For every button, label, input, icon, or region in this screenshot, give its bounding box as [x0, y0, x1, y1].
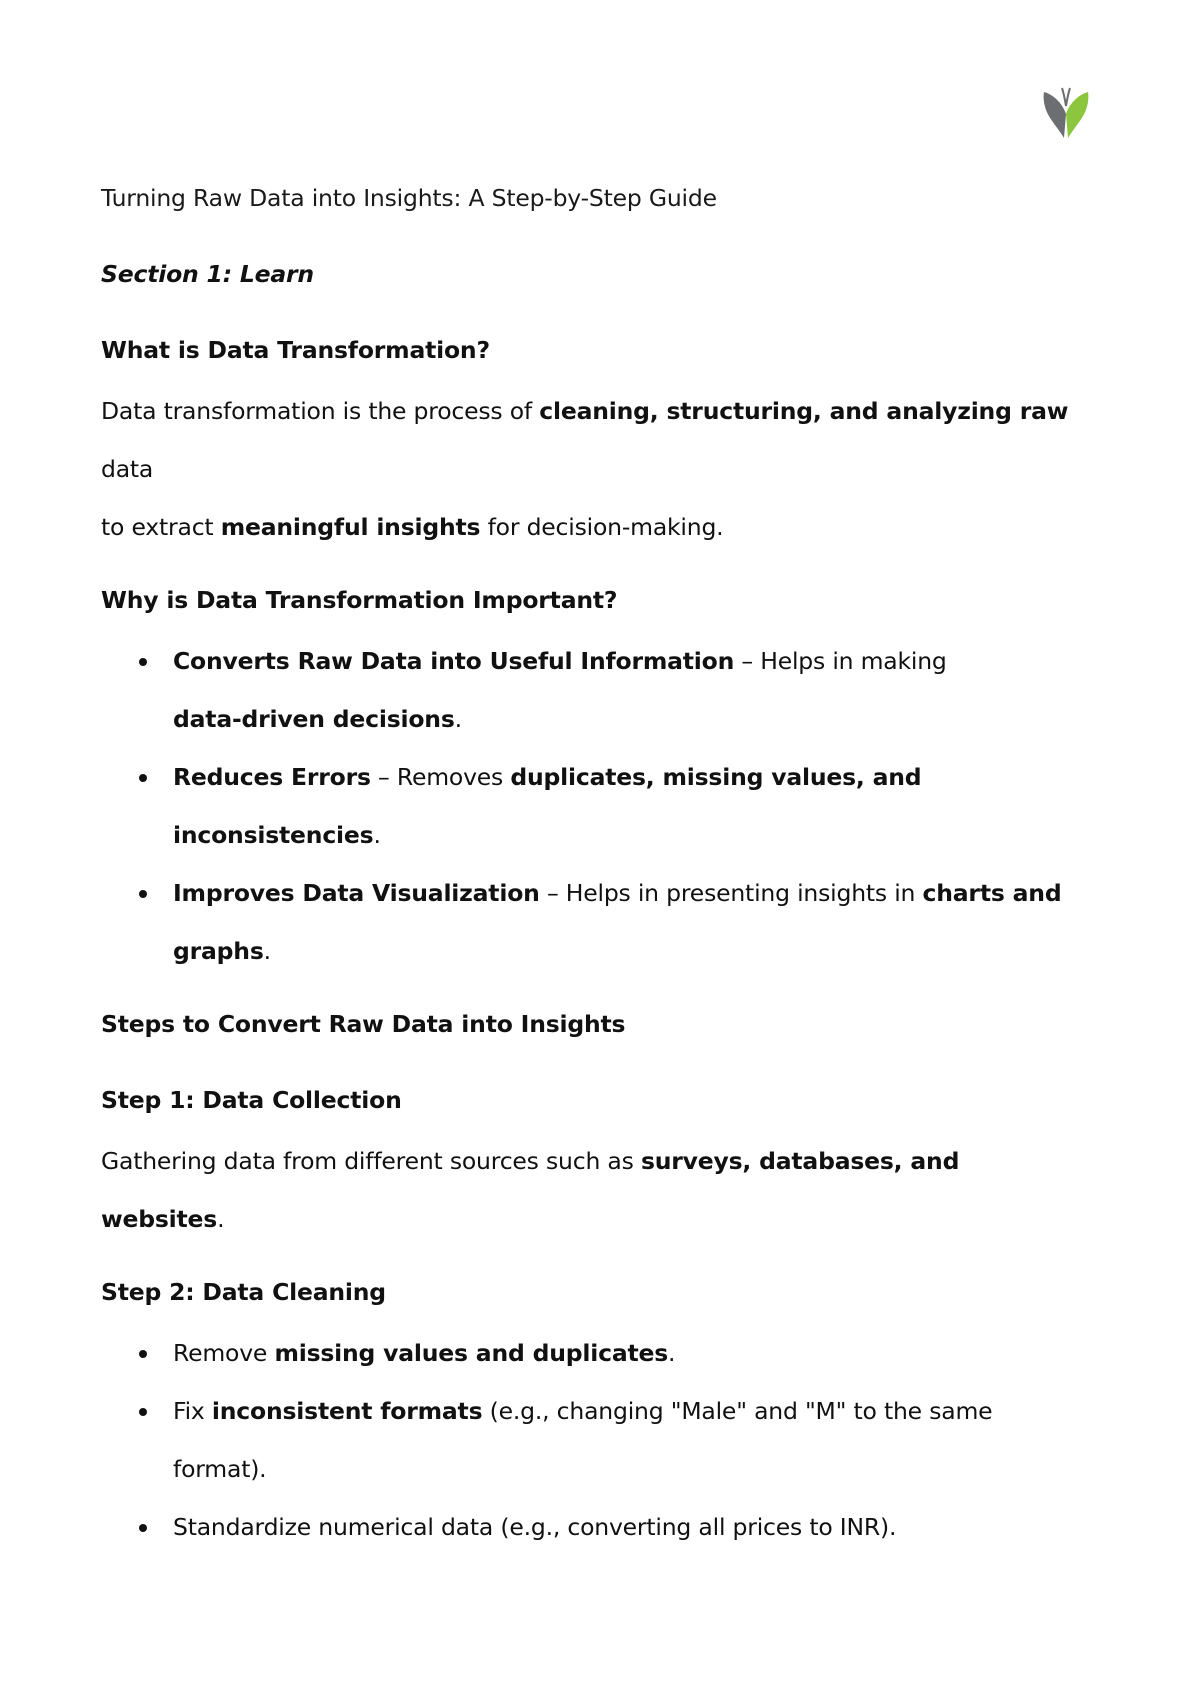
what-paragraph-1: [101, 382, 1111, 498]
document-page: [101, 172, 1111, 1556]
why-heading: Why is Data Transformation Important?: [101, 586, 618, 614]
step1-heading: Step 1: Data Collection: [101, 1086, 402, 1114]
steps-heading: Steps to Convert Raw Data into Insights: [101, 1010, 626, 1038]
text: for decision-making.: [480, 513, 724, 541]
text: .: [454, 705, 462, 733]
logo-left-wing: [1044, 92, 1066, 138]
text: – Removes: [370, 763, 511, 791]
text: .: [263, 937, 271, 965]
list-item: [173, 632, 1111, 748]
text: to extract: [101, 513, 221, 541]
bold-text: charts and: [922, 879, 1062, 907]
logo-antenna: [1062, 88, 1070, 106]
butterfly-logo: [1040, 84, 1092, 140]
bold-text: duplicates, missing values, and: [510, 763, 922, 791]
bold-text: data-driven decisions: [173, 705, 455, 733]
text: Data transformation is the process of: [101, 397, 540, 425]
text: (e.g., changing "Male" and "M" to the same: [482, 1397, 993, 1425]
document-title: Turning Raw Data into Insights: A Step-by-Step Guide: [101, 184, 717, 212]
why-list: [101, 632, 1111, 980]
text: .: [373, 821, 381, 849]
text: .: [668, 1339, 676, 1367]
bold-text: surveys, databases, and: [640, 1147, 960, 1175]
list-item: [173, 1324, 1111, 1382]
bold-text: Converts Raw Data into Useful Information: [173, 647, 735, 675]
step1-paragraph: [101, 1132, 1111, 1248]
step2-heading: Step 2: Data Cleaning: [101, 1278, 386, 1306]
what-heading: What is Data Transformation?: [101, 336, 490, 364]
text: Fix: [173, 1397, 212, 1425]
text: Gathering data from different sources such as: [101, 1147, 641, 1175]
text: – Helps in presenting insights in: [539, 879, 923, 907]
list-item: [173, 1382, 1111, 1498]
text: – Helps in making: [734, 647, 947, 675]
bold-text: Reduces Errors: [173, 763, 371, 791]
logo-right-wing: [1066, 92, 1088, 138]
bold-text: cleaning, structuring, and analyzing raw: [539, 397, 1069, 425]
bold-text: websites: [101, 1205, 218, 1233]
text: .: [217, 1205, 225, 1233]
bold-text: inconsistent formats: [211, 1397, 483, 1425]
section-label: Section 1: Learn: [101, 260, 314, 288]
bold-text: missing values and duplicates: [274, 1339, 669, 1367]
bold-text: inconsistencies: [173, 821, 374, 849]
bold-text: meaningful insights: [220, 513, 481, 541]
list-item: [173, 748, 1111, 864]
text: format).: [173, 1455, 267, 1483]
bold-text: Improves Data Visualization: [173, 879, 540, 907]
list-item: [173, 864, 1111, 980]
bold-text: graphs: [173, 937, 264, 965]
what-paragraph-2: [101, 498, 1111, 556]
list-item: Standardize numerical data (e.g., converting all prices to INR).: [173, 1498, 1111, 1556]
text: data: [101, 455, 154, 483]
text: Remove: [173, 1339, 275, 1367]
step2-list: [101, 1324, 1111, 1556]
